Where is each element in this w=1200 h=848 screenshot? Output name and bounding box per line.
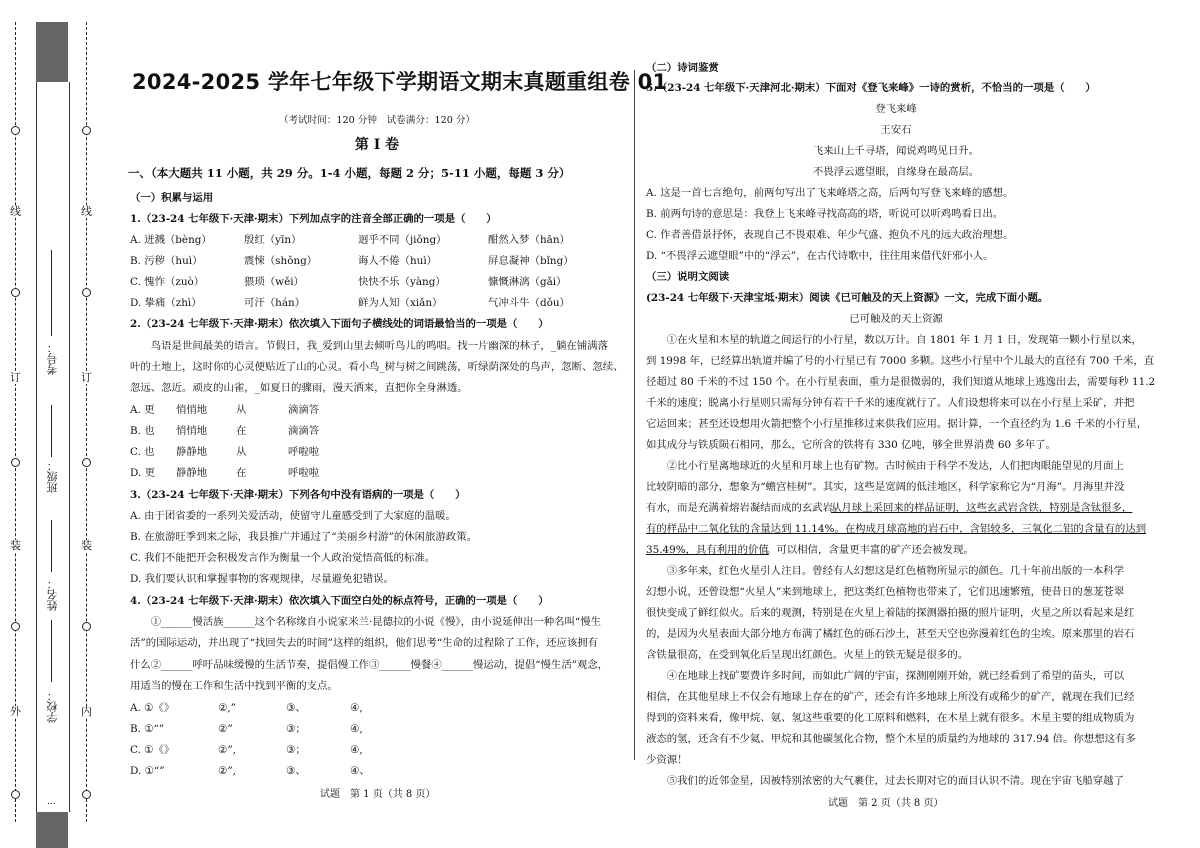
- paragraph-line: 它运回来；甚至还设想用火箭把整个小行星推移过来供我们应用。据计算，一个直径约为 1.6 千米的小行星，: [646, 418, 1148, 430]
- option[interactable]: D. 挚痛（zhì）: [130, 297, 202, 309]
- exam-number-field-line[interactable]: [51, 250, 52, 336]
- option-item: 酣然入梦（hān）: [488, 234, 570, 246]
- option[interactable]: A. 由于团省委的一系列关爱活动，使留守儿童感受到了大家庭的温暖。: [130, 510, 456, 522]
- subsection-heading: （二）诗词鉴赏: [646, 62, 719, 74]
- page-divider: [634, 70, 635, 760]
- option-item: ②”,: [218, 744, 236, 756]
- punch-circle: [11, 288, 20, 297]
- punch-circle: [82, 458, 91, 467]
- reading-title: 已可触及的天上资源: [849, 313, 943, 325]
- option[interactable]: C. 作者善借景抒怀，表现自己不畏艰难、年少气盛、抱负不凡的远大政治理想。: [646, 229, 1014, 241]
- punch-circle: [11, 126, 20, 135]
- line-label-outer: 线: [10, 205, 21, 218]
- paragraph-line: 的，是因为火星表面大部分地方布满了橘红色的砾石沙土，甚至天空也弥漫着红色的尘埃。原来那里的岩石: [646, 628, 1135, 640]
- punch-circle: [82, 622, 91, 631]
- subsection-heading: （一）积累与运用: [130, 192, 214, 204]
- paragraph-line: 径超过 80 千米的不过 150 个。在小行星表面，重力是很微弱的，我们知道从地球上逃逸出去，需要每秒 11.2: [646, 376, 1156, 388]
- school-label: 学校：: [46, 690, 59, 723]
- option[interactable]: A. 更: [130, 404, 155, 416]
- option[interactable]: B. ①“”: [130, 723, 165, 735]
- paragraph-line: ①在火星和木星的轨道之间运行的小行星，数以万计。自 1801 年 1 月 1 日，发现第一颗小行星以来，: [646, 334, 1142, 346]
- underlined-sentence: 35.49%，具有利用的价值: [646, 544, 769, 556]
- school-field-line[interactable]: [51, 620, 52, 682]
- binding-bar-bottom: [36, 812, 68, 848]
- option[interactable]: B. 在旅游旺季到来之际，我县推广并通过了“美丽乡村游”的休闲旅游政策。: [130, 531, 477, 543]
- paragraph-line: 有水，而是充满着熔岩凝结而成的玄武岩。: [646, 502, 844, 514]
- option-item: ④,: [350, 702, 363, 714]
- order-label-inner: 订: [81, 371, 92, 384]
- option[interactable]: D. 我们要认识和掌握事物的客观规律，尽量避免犯错误。: [130, 573, 394, 585]
- option-item: 震悚（shǒng）: [244, 255, 318, 267]
- option[interactable]: C. ①《》: [130, 744, 175, 756]
- paragraph-line: 得到的资料来看，像甲烷、氨、氢这些重要的化工原料和燃料，在木星上就有很多。木星主要的组成物质为: [646, 712, 1135, 724]
- option-item: 悄悄地: [176, 425, 208, 437]
- exam-number-label: 考号：: [46, 342, 59, 375]
- punch-circle: [11, 790, 20, 799]
- class-label: 班级：: [46, 460, 59, 493]
- option-item: 静静地: [176, 467, 208, 479]
- option-item: ④,: [350, 723, 363, 735]
- paragraph-line: 液态的氢，还含有不少氦、甲烷和其他碳氢化合物，整个木星的质量约为地球的 317.94 倍。你想想这有多: [646, 733, 1136, 745]
- name-field-line[interactable]: [51, 520, 52, 572]
- option-item: ③；: [286, 744, 306, 756]
- option[interactable]: C. 我们不能把开会积极发言作为衡量一个人政治觉悟高低的标准。: [130, 552, 436, 564]
- option-item: ②”,: [218, 765, 236, 777]
- paragraph-line: 含铁量很高，在受到氧化后呈现出红颜色。火星上的铁无疑是很多的。: [646, 649, 969, 661]
- option-item: 猥琐（wěi）: [244, 276, 304, 288]
- poem-author: 王安石: [880, 124, 912, 136]
- paragraph-line: ⑤我们的近邻金星，因被特别浓密的大气裹住，过去长期对它的面目认识不清。现在宇宙飞船穿越了: [646, 775, 1124, 787]
- outer-dashed-line: [15, 22, 16, 822]
- option-item: ③；: [286, 723, 306, 735]
- option[interactable]: B. 前两句诗的意思是：我登上飞来峰寻找高高的塔，听说可以听鸡鸣看日出。: [646, 208, 1004, 220]
- option[interactable]: A. 这是一首七言绝句，前两句写出了飞来峰塔之高，后两句写登飞来峰的感想。: [646, 187, 1014, 199]
- option-item: ③、: [286, 765, 306, 777]
- option[interactable]: B. 也: [130, 425, 155, 437]
- punch-circle: [11, 622, 20, 631]
- passage-line: 活”的国际运动，并出现了“找回失去的时间”这样的组织，他们思考“生命的过程除了工作，还应该拥有: [130, 637, 599, 649]
- underlined-sentence: 有的样品中二氧化钛的含量达到 11.14%。在构成月球高地的岩石中，含铝较多，三氧化二铝的含量有的达到: [646, 523, 1147, 535]
- option-item: 诲人不倦（huì）: [358, 255, 438, 267]
- question-4: 4.（23-24 七年级下·天津·期末）依次填入下面空白处的标点符号，正确的一项是（ ）: [130, 595, 549, 607]
- subsection-heading: （三）说明文阅读: [646, 271, 730, 283]
- option[interactable]: C. 也: [130, 446, 155, 458]
- punch-circle: [82, 790, 91, 799]
- option-item: 迥乎不同（jiǒng）: [358, 234, 447, 246]
- passage-line: 用适当的慢在工作和生活中找到平衡的支点。: [130, 680, 338, 692]
- question-3: 3.（23-24 七年级下·天津·期末）下列各句中没有语病的一项是（ ）: [130, 489, 466, 501]
- passage-line: 鸟语是世间最美的语言。节假日，我_爱到山里去倾听鸟儿的鸣唱。找一片幽深的林子，_躺在铺满落: [130, 340, 608, 352]
- punch-circle: [82, 126, 91, 135]
- inner-label: 内: [81, 705, 92, 718]
- outer-label: 外: [10, 705, 21, 718]
- option-item: ④,: [350, 744, 363, 756]
- question-5: 5.（23-24 七年级下·天津河北·期末）下面对《登飞来峰》一诗的赏析，不恰当的一项是（ ）: [646, 82, 1096, 94]
- paragraph-line: 很快变成了鲜红似火。后来的观测，特别是在火星上着陆的探测器拍摄的照片证明，火星之所以看起来是红: [646, 607, 1135, 619]
- option-item: 静静地: [176, 446, 208, 458]
- exam-title: 2024-2025 学年七年级下学期语文期末真题重组卷 01: [132, 70, 668, 94]
- option-item: ④、: [350, 765, 370, 777]
- option-item: 悄悄地: [176, 404, 208, 416]
- bind-label-inner: 装: [81, 539, 92, 552]
- paragraph-line: 幻想小说，还曾设想“火星人”来到地球上，把这类红色植物也带来了，它们迅速繁殖，使昔日的葱茏苍翠: [646, 586, 1125, 598]
- passage-line: 叶的土地上，这时你的心灵便贴近了山的心灵。看小鸟_树与树之间跳荡，听绿荫深处的鸟声，忽断、忽续、: [130, 361, 624, 373]
- option-item: 气冲斗牛（dǒu）: [488, 297, 570, 309]
- option-item: ②,”: [218, 702, 236, 714]
- option[interactable]: A. 迸溅（bèng）: [130, 234, 212, 246]
- name-label: 姓名：: [46, 578, 59, 611]
- punch-circle: [11, 458, 20, 467]
- paragraph-line: 如其成分与铁质陨石相同，那么，它所含的铁将有 330 亿吨，够全世界消费 60 多年了。: [646, 439, 1056, 451]
- option-item: 慷慨淋漓（gǎi）: [488, 276, 567, 288]
- option-item: 屏息凝神（bǐng）: [488, 255, 574, 267]
- option-item: 鲜为人知（xiǎn）: [358, 297, 443, 309]
- paragraph-line: 比较阴暗的部分，想象为“蟾宫桂树”。其实，这些是宽阔的低洼地区，科学家称它为“月海”。月海里并没: [646, 481, 1125, 493]
- option-item: 从: [236, 404, 247, 416]
- option-item: 殷红（yīn）: [244, 234, 302, 246]
- punch-circle: [82, 288, 91, 297]
- section-heading: 一、（本大题共 11 小题，共 29 分。1-4 小题，每题 2 分；5-11 小题，每题 3 分）: [128, 166, 571, 180]
- option-item: 滴滴答: [288, 404, 320, 416]
- option-item: 呼啦啦: [288, 446, 320, 458]
- option[interactable]: D. “不畏浮云遮望眼”中的“浮云”，在古代诗歌中，往往用来借代奸邪小人。: [646, 250, 994, 262]
- paragraph-line: 少资源！: [646, 754, 688, 766]
- passage-line: 忽远、忽近。顽皮的山雀，_如夏日的骤雨，漫天洒来，直把你全身淋透。: [130, 382, 468, 394]
- volume-heading: 第 Ⅰ 卷: [354, 137, 400, 153]
- inner-dashed-line: [86, 22, 87, 822]
- option-item: 快快不乐（yàng）: [358, 276, 446, 288]
- question-2: 2.（23-24 七年级下·天津·期末）依次填入下面句子横线处的词语最恰当的一项是（ ）: [130, 318, 549, 330]
- option-item: 滴滴答: [288, 425, 320, 437]
- paragraph-line: ④在地球上找矿要费许多时间，而如此广阔的宇宙，探测刚刚开始，就已经看到了希望的苗头，可以: [646, 670, 1124, 682]
- page-footer-2: 试题 第 2 页（共 8 页）: [828, 798, 944, 809]
- paragraph-line: ②比小行星离地球近的火星和月球上也有矿物。古时候由于科学不发达，人们把肉眼能望见的月面上: [646, 460, 1124, 472]
- option-item: 在: [236, 425, 247, 437]
- dots: ...: [47, 797, 56, 807]
- option-item: 从: [236, 446, 247, 458]
- binding-bar-top: [36, 22, 68, 82]
- order-label-outer: 订: [10, 371, 21, 384]
- page-footer-1: 试题 第 1 页（共 8 页）: [320, 789, 436, 800]
- paragraph-line: 千米的速度；脱离小行星则只需每分钟有若干千米的速度就行了。人们设想将来可以在小行星上采矿，并把: [646, 397, 1135, 409]
- paragraph-line: 到 1998 年，已经算出轨道并编了号的小行星已有 7000 多颗。这些小行星中个儿最大的直径有 700 千米，直: [646, 355, 1155, 367]
- option[interactable]: B. 污秽（huì）: [130, 255, 203, 267]
- option-item: 可汗（hán）: [244, 297, 306, 309]
- binding-margin: [0, 0, 110, 848]
- option[interactable]: A. ①《》: [130, 702, 175, 714]
- poem-title: 登飞来峰: [875, 103, 917, 115]
- bind-label-outer: 装: [10, 539, 21, 552]
- option[interactable]: D. 更: [130, 467, 155, 479]
- poem-line: 不畏浮云遮望眼，自缘身在最高层。: [812, 166, 980, 178]
- option[interactable]: C. 愧怍（zuò）: [130, 276, 205, 288]
- line-label-inner: 线: [81, 205, 92, 218]
- option-item: 在: [236, 467, 247, 479]
- option[interactable]: D. ①“”: [130, 765, 165, 777]
- underlined-sentence: 从月球上采回来的样品证明，这些玄武岩含铁，特别是含钛很多，: [831, 502, 1133, 514]
- question-1: 1.（23-24 七年级下·天津·期末）下列加点字的注音全部正确的一项是（ ）: [130, 213, 497, 225]
- option-item: ③、: [286, 702, 306, 714]
- paragraph-line: 。可以相信，含量更丰富的矿产还会被发现。: [766, 544, 974, 556]
- class-field-line[interactable]: [51, 405, 52, 457]
- paragraph-line: 相信，在其他星球上不仅会有地球上存在的矿产，还会有许多地球上所没有或稀少的矿产，就现在我们已经: [646, 691, 1135, 703]
- paragraph-line: ③多年来，红色火星引人注目。曾经有人幻想这是红色植物所显示的颜色。几十年前出版的一本科学: [646, 565, 1124, 577]
- reading-intro: (23-24 七年级下·天津宝坻·期末）阅读《已可触及的天上资源》一文，完成下面小题。: [646, 292, 1049, 304]
- passage-line: 什么②______呼吁品味缓慢的生活节奏，提倡慢工作③______慢餐④______慢运动，提倡“慢生活”观念，: [130, 659, 609, 671]
- poem-line: 飞来山上千寻塔，闻说鸡鸣见日升。: [812, 145, 980, 157]
- exam-info: （考试时间：120 分钟 试卷满分：120 分）: [278, 115, 476, 126]
- passage-line: ①______慢活族______这个名称缘自小说家米兰·昆德拉的小说《慢》，由小说延伸出一种名叫“慢生: [130, 616, 601, 628]
- option-item: ②”: [218, 723, 233, 735]
- option-item: 呼啦啦: [288, 467, 320, 479]
